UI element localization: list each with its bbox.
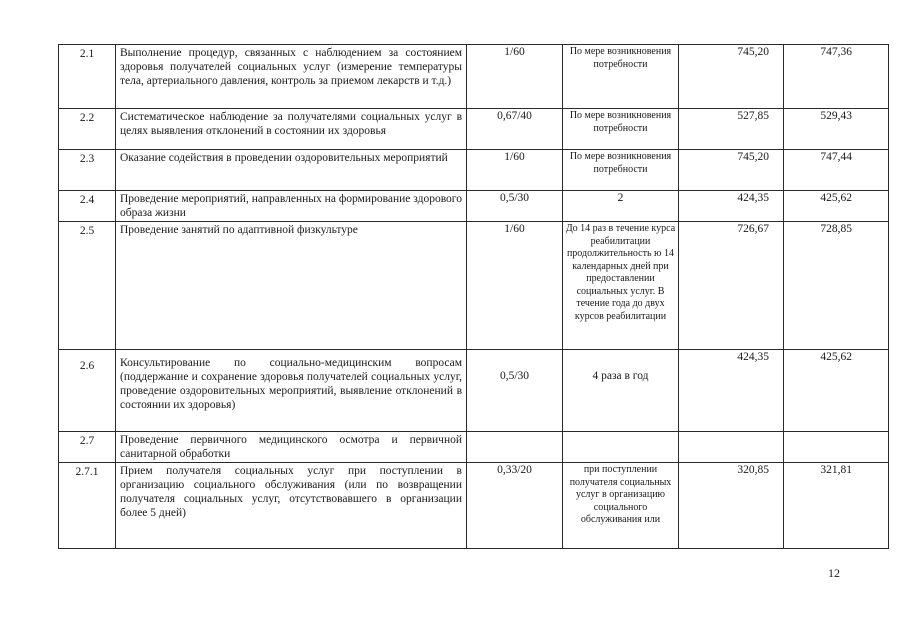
frequency <box>563 432 679 463</box>
tariff-2: 425,62 <box>784 191 889 222</box>
table-row <box>59 109 889 150</box>
time-norm: 0,33/20 <box>467 463 563 549</box>
table-row <box>59 350 889 432</box>
row-number: 2.3 <box>59 150 116 191</box>
row-number: 2.2 <box>59 109 116 150</box>
frequency: По мере возникновения потребности <box>563 150 679 191</box>
frequency: 4 раза в год <box>563 350 679 432</box>
frequency: при поступлении получателя социальных услуг в организацию социального обслуживания или <box>563 463 679 549</box>
tariff-2: 747,44 <box>784 150 889 191</box>
row-number: 2.1 <box>59 45 116 109</box>
service-name: Проведение первичного медицинского осмотра и первичной санитарной обработки <box>116 432 467 463</box>
frequency: До 14 раз в течение курса реабилитации продолжительность ю 14 календарных дней при предоставлении социальных услуг. В течение года до двух курсов реабилитации <box>563 222 679 350</box>
tariff-2: 747,36 <box>784 45 889 109</box>
table-row <box>59 191 889 222</box>
tariff-2 <box>784 432 889 463</box>
tariff-1: 424,35 <box>679 350 784 432</box>
time-norm: 1/60 <box>467 222 563 350</box>
frequency: 2 <box>563 191 679 222</box>
service-name: Прием получателя социальных услуг при поступлении в организацию социального обслуживания (или по возвращении получателя социальных услуг, отсутствовавшего в организации более 5 дней) <box>116 463 467 549</box>
tariff-1: 745,20 <box>679 150 784 191</box>
time-norm <box>467 432 563 463</box>
time-norm: 1/60 <box>467 45 563 109</box>
tariff-2: 425,62 <box>784 350 889 432</box>
table-row <box>59 150 889 191</box>
services-table <box>58 44 889 549</box>
tariff-2: 728,85 <box>784 222 889 350</box>
service-name: Оказание содействия в проведении оздоровительных мероприятий <box>116 150 467 191</box>
tariff-1 <box>679 432 784 463</box>
time-norm: 0,5/30 <box>467 350 563 432</box>
row-number: 2.7.1 <box>59 463 116 549</box>
row-number: 2.5 <box>59 222 116 350</box>
table-row <box>59 463 889 549</box>
service-name: Проведение занятий по адаптивной физкультуре <box>116 222 467 350</box>
frequency: По мере возникновения потребности <box>563 45 679 109</box>
time-norm: 1/60 <box>467 150 563 191</box>
tariff-1: 745,20 <box>679 45 784 109</box>
tariff-1: 527,85 <box>679 109 784 150</box>
tariff-2: 321,81 <box>784 463 889 549</box>
service-name: Систематическое наблюдение за получателями социальных услуг в целях выявления отклонений в состоянии их здоровья <box>116 109 467 150</box>
frequency: По мере возникновения потребности <box>563 109 679 150</box>
row-number: 2.4 <box>59 191 116 222</box>
row-number: 2.7 <box>59 432 116 463</box>
service-name: Выполнение процедур, связанных с наблюдением за состоянием здоровья получателей социальных услуг (измерение температуры тела, артериального давления, контроль за приемом лекарств и т.д.) <box>116 45 467 109</box>
table-row <box>59 45 889 109</box>
time-norm: 0,67/40 <box>467 109 563 150</box>
service-name: Проведение мероприятий, направленных на формирование здорового образа жизни <box>116 191 467 222</box>
table-row <box>59 432 889 463</box>
service-name: Консультирование по социально-медицинским вопросам (поддержание и сохранение здоровья получателей социальных услуг, проведение оздоровительных мероприятий, выявление отклонений в состоянии их здоровья) <box>116 350 467 432</box>
row-number: 2.6 <box>59 350 116 432</box>
tariff-1: 320,85 <box>679 463 784 549</box>
tariff-1: 424,35 <box>679 191 784 222</box>
table-row <box>59 222 889 350</box>
tariff-2: 529,43 <box>784 109 889 150</box>
page-number: 12 <box>828 566 840 580</box>
time-norm: 0,5/30 <box>467 191 563 222</box>
tariff-1: 726,67 <box>679 222 784 350</box>
